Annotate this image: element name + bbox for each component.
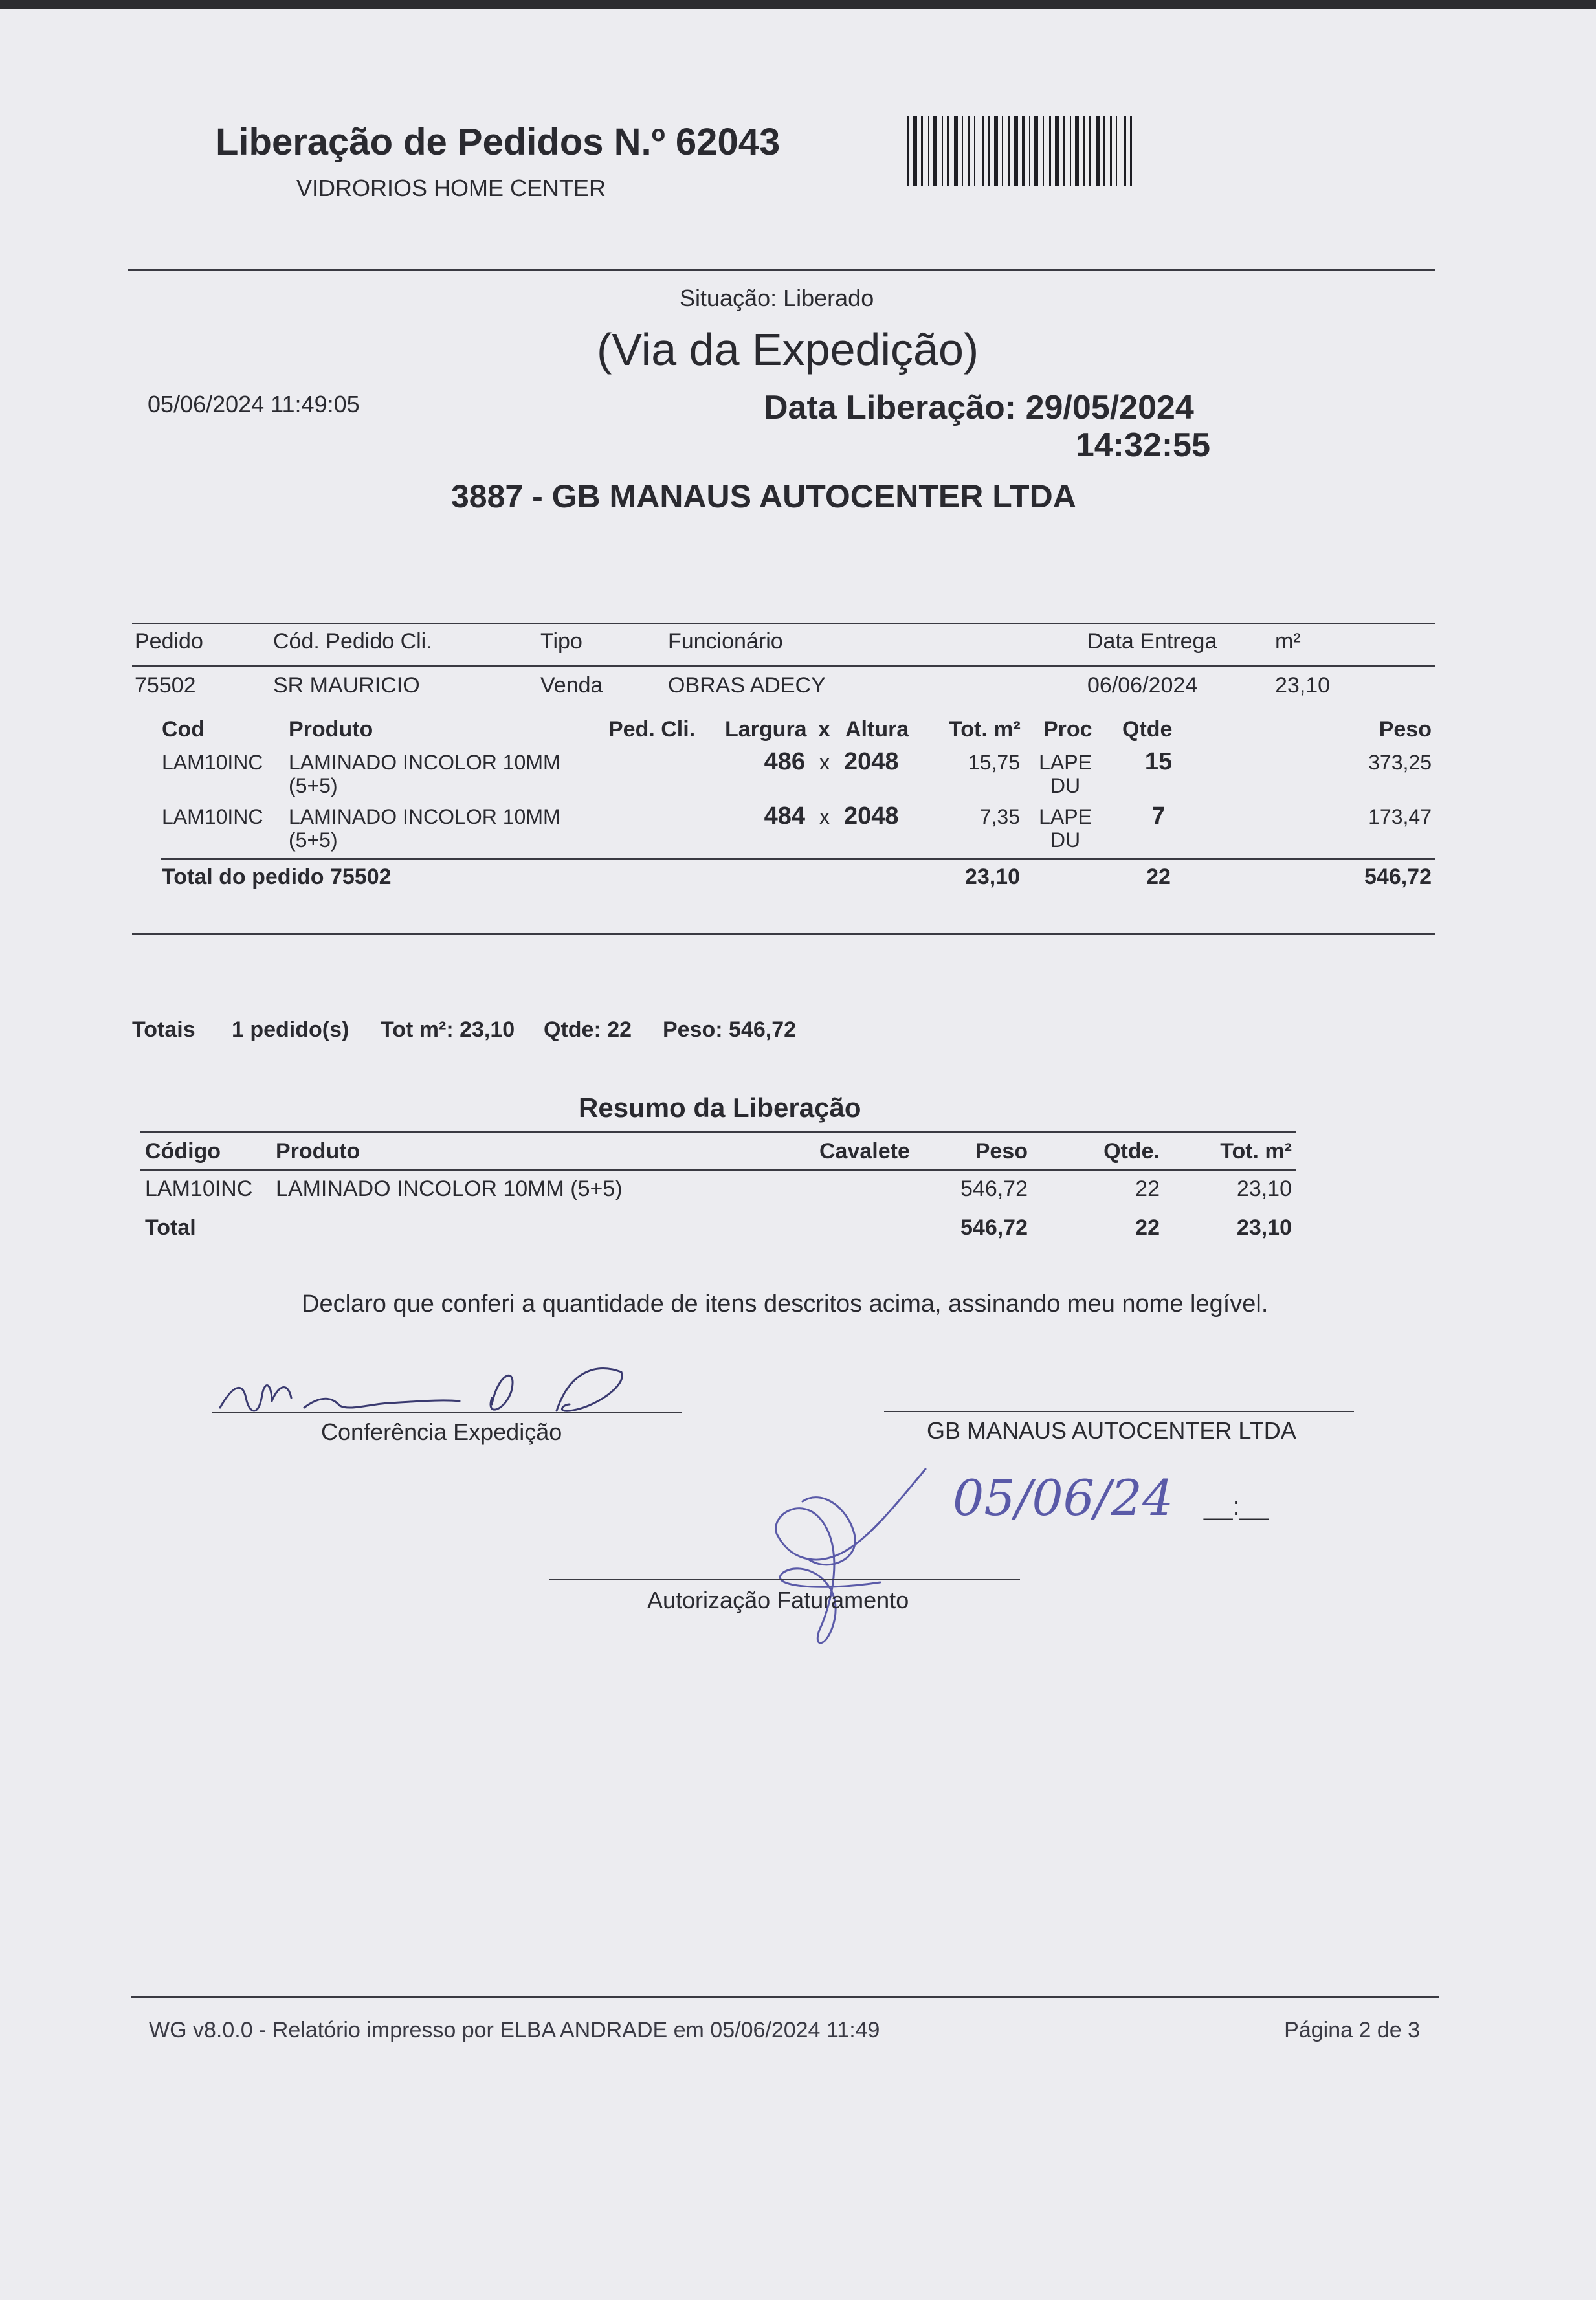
resumo-col-peso: Peso <box>975 1139 1028 1164</box>
footer-page-number: Página 2 de 3 <box>1284 2018 1420 2042</box>
barcode-bar <box>1008 116 1010 186</box>
barcode-bar <box>968 116 970 186</box>
resumo-col-codigo: Código <box>145 1139 221 1164</box>
items-col-proc: Proc <box>1043 717 1092 742</box>
barcode-bar <box>933 116 937 186</box>
barcode-bar <box>962 116 963 186</box>
col-cod-pedido-cli: Cód. Pedido Cli. <box>273 629 432 654</box>
barcode-bar <box>1063 116 1065 186</box>
resumo-row-produto: LAMINADO INCOLOR 10MM (5+5) <box>276 1177 623 1201</box>
item-2-proc-line2: DU <box>1050 828 1081 852</box>
autorizacao-label: Autorização Faturamento <box>647 1587 909 1613</box>
barcode-bar <box>1110 116 1112 186</box>
items-total-rule <box>161 858 1435 860</box>
resumo-total-tot-m2: 23,10 <box>1236 1215 1292 1240</box>
barcode-bar <box>942 116 943 186</box>
autorizacao-signature-line <box>549 1579 1020 1580</box>
autorizacao-handwritten-signature <box>764 1463 932 1657</box>
resumo-row-tot-m2: 23,10 <box>1236 1177 1292 1201</box>
barcode-bar <box>1014 116 1018 186</box>
order-section-end-rule <box>132 933 1435 935</box>
company-name: VIDRORIOS HOME CENTER <box>296 175 606 201</box>
conferencia-handwritten-signature <box>207 1346 673 1430</box>
barcode-bar <box>913 116 917 186</box>
col-m2: m² <box>1275 629 1301 654</box>
document-title: Liberação de Pedidos N.º 62043 <box>216 121 781 163</box>
resumo-col-cavalete: Cavalete <box>819 1139 910 1164</box>
resumo-total-qtde: 22 <box>1135 1215 1160 1240</box>
item-2-qtde: 7 <box>1151 802 1166 830</box>
item-1-largura: 486 <box>764 748 805 775</box>
barcode-bar <box>1124 116 1126 186</box>
col-data-entrega: Data Entrega <box>1087 629 1217 654</box>
data-liberacao-time: 14:32:55 <box>1075 426 1210 464</box>
item-2-produto-line2: (5+5) <box>289 828 338 852</box>
declaration-text: Declaro que conferi a quantidade de itens descritos acima, assinando meu nome legível. <box>302 1290 1269 1318</box>
order-m2: 23,10 <box>1275 673 1331 698</box>
barcode-bar <box>1029 116 1030 186</box>
barcode-bar <box>1089 116 1091 186</box>
resumo-total-peso: 546,72 <box>960 1215 1028 1240</box>
items-col-produto: Produto <box>289 717 373 742</box>
items-col-cod: Cod <box>162 717 205 742</box>
item-1-altura: 2048 <box>844 748 899 775</box>
resumo-row-codigo: LAM10INC <box>145 1177 253 1201</box>
col-tipo: Tipo <box>540 629 582 654</box>
items-col-altura: Altura <box>845 717 909 742</box>
item-1-x: x <box>819 751 830 774</box>
barcode-bar <box>974 116 975 186</box>
items-total-tot-m2: 23,10 <box>964 865 1020 889</box>
resumo-col-tot-m2: Tot. m² <box>1220 1139 1292 1164</box>
items-col-x: x <box>818 717 830 742</box>
order-data-entrega: 06/06/2024 <box>1087 673 1198 698</box>
data-liberacao <box>764 388 1194 427</box>
resumo-title: Resumo da Liberação <box>579 1092 861 1123</box>
items-col-largura: Largura <box>725 717 807 742</box>
barcode-bar <box>1103 116 1105 186</box>
data-liberacao-date: 29/05/2024 <box>1025 389 1194 426</box>
printed-timestamp: 05/06/2024 11:49:05 <box>148 391 360 417</box>
barcode-bar <box>1130 116 1132 186</box>
totais-pedidos: 1 pedido(s) <box>232 1017 349 1042</box>
item-1-cod: LAM10INC <box>162 751 263 774</box>
items-col-qtde: Qtde <box>1122 717 1173 742</box>
footer-left: WG v8.0.0 - Relatório impresso por ELBA ANDRADE em 05/06/2024 11:49 <box>149 2018 880 2042</box>
time-blank: __:__ <box>1204 1492 1269 1521</box>
barcode-bar <box>1055 116 1059 186</box>
barcode-bar <box>1043 116 1044 186</box>
item-1-peso: 373,25 <box>1368 751 1432 774</box>
barcode-bar <box>907 116 909 186</box>
header-divider <box>128 269 1435 271</box>
barcode-bar <box>1034 116 1038 186</box>
order-tipo: Venda <box>540 673 603 698</box>
order-table-top-rule <box>132 623 1435 624</box>
resumo-row-qtde: 22 <box>1135 1177 1160 1201</box>
barcode-bar <box>982 116 984 186</box>
item-1-tot-m2: 15,75 <box>968 751 1020 774</box>
col-funcionario: Funcionário <box>668 629 783 654</box>
barcode-bar <box>921 116 923 186</box>
item-2-largura: 484 <box>764 802 805 830</box>
barcode-bar <box>954 116 958 186</box>
items-col-peso: Peso <box>1379 717 1432 742</box>
item-2-cod: LAM10INC <box>162 805 263 828</box>
item-2-produto-line1: LAMINADO INCOLOR 10MM <box>289 805 560 828</box>
item-2-proc-line1: LAPE <box>1039 805 1092 828</box>
barcode-bar <box>1096 116 1100 186</box>
resumo-top-rule <box>140 1131 1296 1133</box>
client-signature-label: GB MANAUS AUTOCENTER LTDA <box>927 1417 1296 1444</box>
resumo-col-qtde: Qtde. <box>1103 1139 1160 1164</box>
barcode-bar <box>947 116 949 186</box>
items-total-qtde: 22 <box>1146 865 1171 889</box>
barcode-bar <box>1083 116 1085 186</box>
item-1-produto-line2: (5+5) <box>289 774 338 797</box>
client-signature-line <box>884 1411 1354 1412</box>
item-2-peso: 173,47 <box>1368 805 1432 828</box>
item-1-proc-line1: LAPE <box>1039 751 1092 774</box>
items-col-tot-m2: Tot. m² <box>949 717 1021 742</box>
order-table-header-rule <box>132 665 1435 667</box>
order-cod-pedido-cli: SR MAURICIO <box>273 673 420 698</box>
resumo-header-rule <box>140 1169 1296 1171</box>
resumo-total-label: Total <box>145 1215 196 1240</box>
resumo-col-produto: Produto <box>276 1139 360 1164</box>
totais-peso: Peso: 546,72 <box>663 1017 797 1042</box>
col-pedido: Pedido <box>135 629 203 654</box>
items-total-label: Total do pedido 75502 <box>162 865 392 889</box>
totais-tot-m2: Tot m²: 23,10 <box>381 1017 515 1042</box>
item-2-altura: 2048 <box>844 802 899 830</box>
conferencia-label: Conferência Expedição <box>321 1419 562 1445</box>
situacao: Situação: Liberado <box>680 285 874 311</box>
barcode-bar <box>1049 116 1051 186</box>
barcode-bar <box>988 116 990 186</box>
scan-top-edge <box>0 0 1596 9</box>
totais-label: Totais <box>132 1017 195 1042</box>
barcode-bar <box>1116 116 1117 186</box>
footer-rule <box>131 1996 1439 1998</box>
client-name: 3887 - GB MANAUS AUTOCENTER LTDA <box>451 478 1076 514</box>
item-1-produto-line1: LAMINADO INCOLOR 10MM <box>289 751 560 774</box>
handwritten-date: 05/06/24 <box>953 1469 1174 1527</box>
items-total-peso: 546,72 <box>1364 865 1432 889</box>
data-liberacao-label: Data Liberação: <box>764 389 1017 426</box>
barcode <box>906 116 1136 186</box>
barcode-bar <box>994 116 998 186</box>
via-label: (Via da Expedição) <box>597 324 979 375</box>
items-col-ped-cli: Ped. Cli. <box>608 717 696 742</box>
barcode-bar <box>1022 116 1025 186</box>
item-1-proc-line2: DU <box>1050 774 1081 797</box>
resumo-row-peso: 546,72 <box>960 1177 1028 1201</box>
barcode-bar <box>928 116 929 186</box>
item-1-qtde: 15 <box>1144 748 1173 775</box>
totais-qtde: Qtde: 22 <box>544 1017 632 1042</box>
barcode-bar <box>1075 116 1079 186</box>
order-funcionario: OBRAS ADECY <box>668 673 826 698</box>
item-2-x: x <box>819 805 830 828</box>
order-pedido: 75502 <box>135 673 196 698</box>
barcode-bar <box>1070 116 1071 186</box>
barcode-bar <box>1002 116 1003 186</box>
item-2-tot-m2: 7,35 <box>979 805 1020 828</box>
